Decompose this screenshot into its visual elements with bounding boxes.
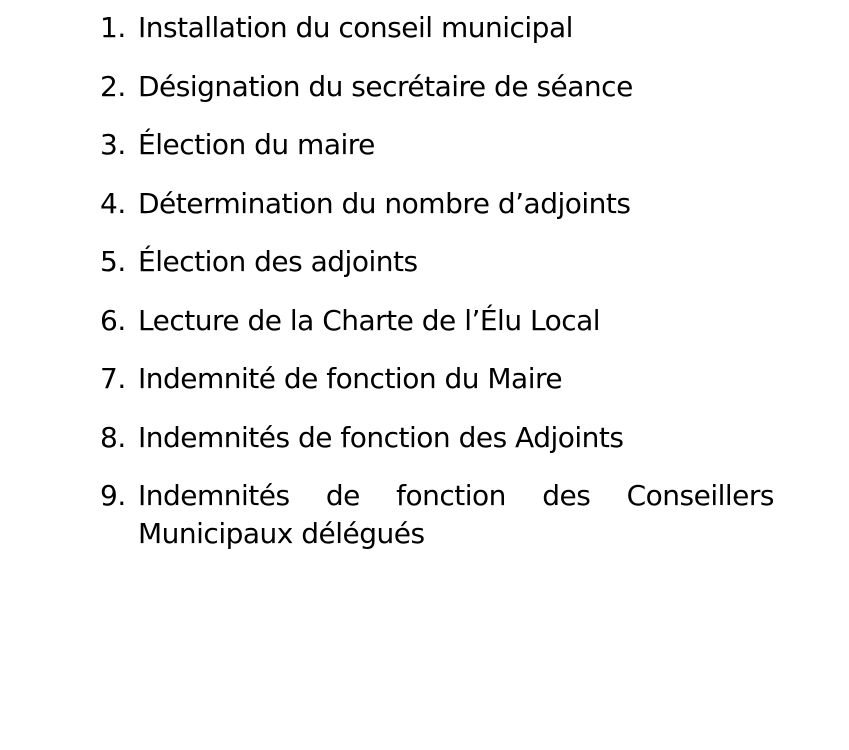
agenda-item-8 — [100, 419, 774, 457]
agenda-item-text: Installation du conseil municipal — [138, 11, 573, 44]
agenda-item-5 — [100, 243, 774, 281]
agenda-item-text: Détermination du nombre d’adjoints — [138, 186, 631, 220]
agenda-item-text: Indemnités de fonction des Adjoints — [138, 420, 624, 454]
agenda-item-number: 3. — [100, 128, 126, 161]
agenda-item-number: 8. — [100, 420, 126, 454]
agenda-item-number: 6. — [100, 303, 126, 337]
agenda-item-1 — [100, 9, 774, 47]
agenda-item-9 — [100, 477, 774, 553]
agenda-item-text: Élection des adjoints — [138, 245, 418, 278]
agenda-item-number: 4. — [100, 186, 126, 220]
agenda-item-7 — [100, 360, 774, 398]
agenda-item-number: 2. — [100, 69, 126, 103]
agenda-item-text: Indemnités de fonction des Conseillers Municipaux délégués — [138, 479, 774, 550]
agenda-item-6 — [100, 302, 774, 340]
agenda-item-text: Lecture de la Charte de l’Élu Local — [138, 303, 601, 337]
agenda-item-text: Élection du maire — [138, 128, 375, 161]
agenda-item-text: Indemnité de fonction du Maire — [138, 362, 563, 395]
agenda-item-number: 1. — [100, 11, 126, 44]
agenda-item-2 — [100, 68, 774, 106]
agenda-item-number: 7. — [100, 362, 126, 395]
agenda-item-3 — [100, 126, 774, 164]
agenda-item-number: 9. — [100, 479, 126, 512]
agenda-item-text: Désignation du secrétaire de séance — [138, 69, 633, 103]
agenda-item-number: 5. — [100, 245, 126, 278]
agenda-item-4 — [100, 185, 774, 223]
agenda-list — [100, 9, 774, 574]
